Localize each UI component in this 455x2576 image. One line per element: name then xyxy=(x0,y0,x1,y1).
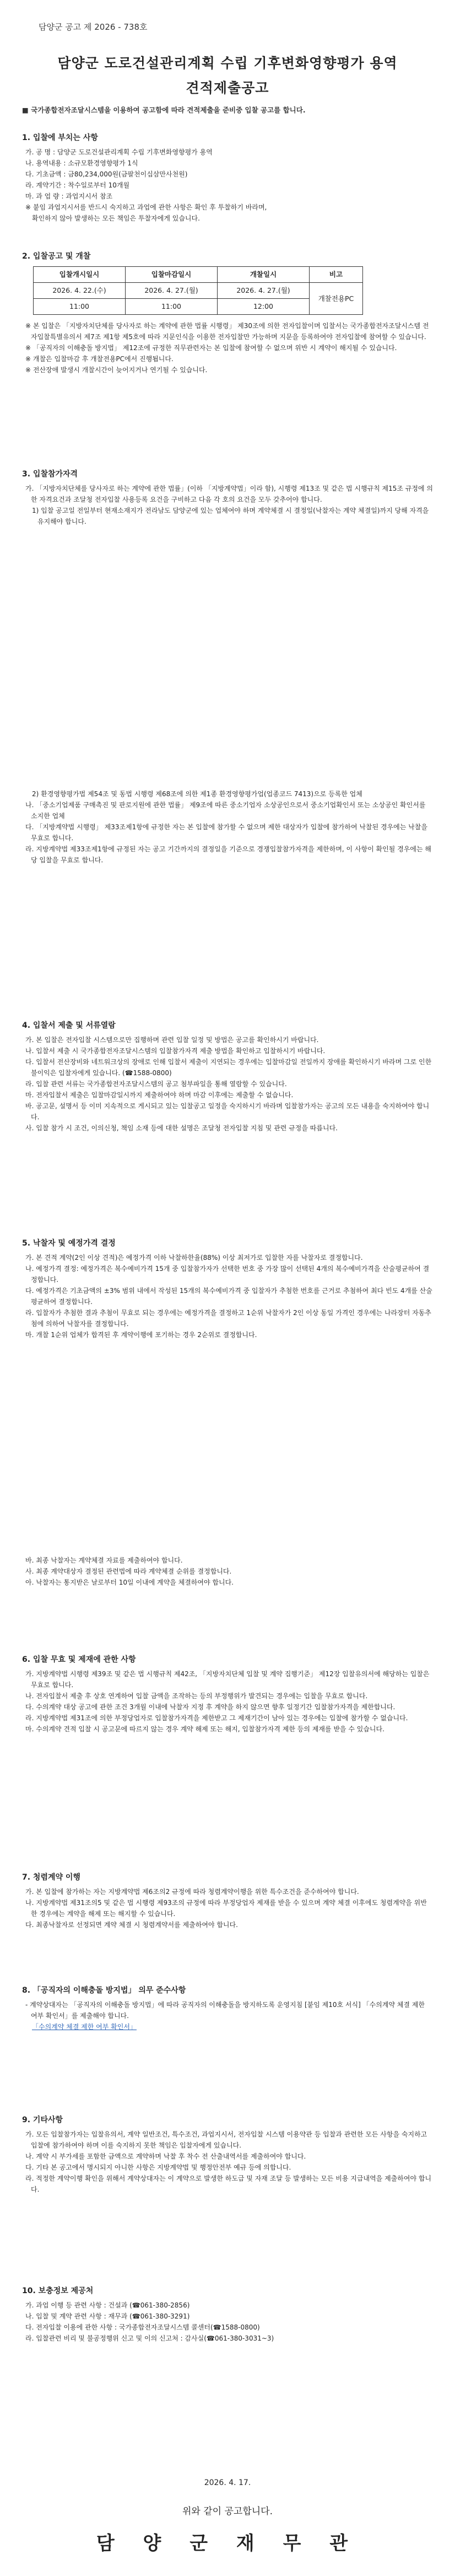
s10-item: 라. 입찰관련 비리 및 불공정행위 신고 및 이의 신고처 : 감사실(☎061-380-3031~3) xyxy=(25,2334,274,2342)
section-8 xyxy=(22,1985,433,2032)
section-10-heading: 10. 보충정보 제공처 xyxy=(22,2287,94,2295)
s4-item: 바. 공고문, 설명서 등 이미 지속적으로 게시되고 있는 입찰공고 일정을 숙지하시기 바라며 입찰참가자는 공고의 모든 내용을 숙지하여야 합니다. xyxy=(25,1102,430,1121)
s1-item: 마. 과 업 량 : 과업지시서 참조 xyxy=(25,192,113,200)
s5-item: 라. 입찰자가 추첨한 결과 추첨이 무효로 되는 경우에는 예정가격을 결정하고 1순위 낙찰자가 2인 이상 동일 가격인 경우에는 나라장터 자동추첨에 의하여 낙찰자를 결정합니다. xyxy=(25,1309,431,1328)
schedule-header: 개찰일시 xyxy=(218,267,310,283)
s5-item: 아. 낙찰자는 통지받은 날로부터 10일 이내에 계약을 체결하여야 합니다. xyxy=(25,1579,234,1586)
section-7-heading: 7. 청렴계약 이행 xyxy=(22,1873,80,1882)
section-3-heading: 3. 입찰참가자격 xyxy=(22,470,78,479)
schedule-header: 비고 xyxy=(310,267,363,283)
s5-item: 나. 예정가격 결정: 예정가격은 복수예비가격 15개 중 입찰참가자가 선택한 번호 중 가장 많이 선택된 4개의 복수예비가격을 산술평균하여 결정합니다. xyxy=(25,1265,430,1284)
s2-note: ※ 본 입찰은 「지방자치단체를 당사자로 하는 계약에 관한 법률 시행령」 제30조에 의한 전자입찰이며 입찰서는 국가종합전자조달시스템 전자입찰특별유의서 제7조 제1항 제5호에 따라 지문인식을 이용한 전자입찰만 가능하며 지문을 등록하여야 전자입찰에 참여할 수 있습니다. xyxy=(25,322,429,341)
s1-item: 나. 용역내용 : 소규모환경영향평가 1식 xyxy=(25,159,138,167)
s3-item: 2) 환경영향평가법 제54조 및 동법 시행령 제68조에 의한 제1종 환경영향평가업(업종코드 7413)으로 등록한 업체 xyxy=(32,790,362,798)
intro-text: ■ 국가종합전자조달시스템을 이용하여 공고함에 따라 견적제출을 준비중 입찰 공고를 합니다. xyxy=(22,106,306,114)
s5-item: 마. 개찰 1순위 업체가 합격된 후 계약이행에 포기하는 경우 2순위로 결정합니다. xyxy=(25,1331,257,1339)
page-subtitle: 견적제출공고 xyxy=(186,80,269,96)
s3-item: 1) 입찰 공고일 전일부터 현재소재지가 전라남도 담양군에 있는 업체여야 하며 계약체결 시 결정일(낙찰자는 계약 체결일)까지 당해 자격을 유지해야 합니다. xyxy=(32,507,429,525)
s6-item: 다. 수의계약 대상 공고에 관한 조건 3개월 이내에 낙찰자 지정 후 계약을 하지 않으면 향후 일정기간 입찰참가자격을 제한합니다. xyxy=(25,1703,396,1711)
section-10 xyxy=(22,2285,433,2344)
s9-item: 라. 적정한 계약이행 확인을 위해서 계약상대자는 이 계약으로 발생한 하도급 및 자재 조달 등 발생하는 모든 비용 지급내역을 제출하여야 합니다. xyxy=(25,2175,432,2193)
s4-item: 사. 입찰 참가 시 조건, 이의신청, 책임 소재 등에 대한 설명은 조달청 전자입찰 지침 및 관련 규정을 따릅니다. xyxy=(25,1124,338,1132)
s2-note: ※ 「공직자의 이해충돌 방지법」 제12조에 규정한 직무관련자는 본 입찰에 참여할 수 없으며 위반 시 계약이 해지될 수 있습니다. xyxy=(25,344,397,352)
section-6-heading: 6. 입찰 무효 및 제재에 관한 사항 xyxy=(22,1655,136,1664)
schedule-time: 11:00 xyxy=(126,299,218,315)
notice-number: 담양군 공고 제 2026 - 738호 xyxy=(39,22,148,32)
section-4 xyxy=(22,1020,433,1134)
section-3-continued xyxy=(22,788,433,866)
s6-item: 나. 전자입찰서 제출 후 상호 연계하여 입찰 금액을 조작하는 등의 부정행위가 발견되는 경우에는 입찰을 무효로 합니다. xyxy=(25,1692,368,1700)
s2-note: ※ 개찰은 입찰마감 후 개찰전용PC에서 진행됩니다. xyxy=(25,355,174,363)
s4-item: 가. 본 입찰은 전자입찰 시스템으로만 집행하며 관련 입찰 일정 및 방법은 공고를 확인하시기 바랍니다. xyxy=(25,1036,319,1044)
s10-item: 나. 입찰 및 계약 관련 사항 : 재무과 (☎061-380-3291) xyxy=(25,2312,190,2320)
s5-item: 다. 예정가격은 기초금액의 ±3% 범위 내에서 작성된 15개의 복수예비가격 중 입찰자가 추첨한 번호를 근거로 추첨하여 최다 빈도 4개를 산술평균하여 결정합니다. xyxy=(25,1287,432,1306)
schedule-note: 개찰전용PC xyxy=(310,283,363,315)
s6-item: 라. 지방계약법 제31조에 의한 부정당업자로 입찰참가자격을 제한받고 그 제재기간이 남아 있는 경우에는 입찰에 참가할 수 없습니다. xyxy=(25,1714,408,1722)
section-5-continued xyxy=(22,1555,433,1588)
s9-item: 다. 기타 본 공고에서 명시되지 아니한 사항은 지방계약법 및 행정안전부 예규 등에 의합니다. xyxy=(25,2164,291,2171)
s3-item: 라. 지방계약법 제33조제1항에 규정된 자는 공고 기간까지의 결정일을 기준으로 경쟁입찰참가자격을 제한하며, 이 사항이 확인될 경우에는 해당 입찰을 무효로 합니다. xyxy=(25,845,431,864)
section-4-heading: 4. 입찰서 제출 및 서류열람 xyxy=(22,1021,116,1030)
s8-item: - 계약상대자는 「공직자의 이해충돌 방지법」에 따라 공직자의 이해충돌을 방지하도록 운영지침 [붙임 제10호 서식] 「수의계약 체결 제한 여부 확인서」를 제출해야 합니다. xyxy=(25,2001,425,2020)
s1-item: ※ 붙임 과업지시서를 반드시 숙지하고 과업에 관한 사항은 확인 후 투찰하기 바라며, xyxy=(25,203,267,211)
section-3 xyxy=(22,469,433,527)
section-2 xyxy=(22,251,433,375)
schedule-header: 입찰개시일시 xyxy=(34,267,126,283)
s4-item: 다. 입찰서 전산장비와 네트워크상의 장애로 인해 입찰서 제출이 지연되는 경우에는 입찰마감일 전일까지 장애를 확인하시기 바라며 그로 인한 불이익은 입찰자에게 있습니다. (☎1588-0800) xyxy=(25,1058,432,1077)
page-title: 담양군 도로건설관리계획 수립 기후변화영향평가 용역 xyxy=(57,55,398,71)
s5-item-text: 가. 본 견적 계약(2인 이상 견적)은 예정가격 이하 낙찰하한율(88%) 이상 최저가로 입찰한 자를 낙찰자로 결정합니다. xyxy=(25,1254,363,1262)
s3-item: 다. 「지방계약법 시행령」 제33조제1항에 규정한 자는 본 입찰에 참가할 수 없으며 제한 대상자가 입찰에 참가하여 낙찰된 경우에는 낙찰을 무효로 합니다. xyxy=(25,823,427,842)
section-7 xyxy=(22,1872,433,1930)
s3-item: 나. 「중소기업제품 구매촉진 및 판로지원에 관한 법률」 제9조에 따른 중소기업자 소상공인으로서 중소기업확인서 또는 소상공인 확인서를 소지한 업체 xyxy=(25,801,426,820)
section-5 xyxy=(22,1238,433,1340)
s1-item: 가. 공 명 : 담양군 도로건설관리계획 수립 기후변화영향평가 용역 xyxy=(25,148,213,156)
s1-item: 다. 기초금액 : 금80,234,000원(금팔천이십삼만사천원) xyxy=(25,170,188,178)
s5-item: 바. 최종 낙찰자는 계약체결 자료를 제출하여야 합니다. xyxy=(25,1557,183,1564)
s6-item: 가. 지방계약법 시행령 제39조 및 같은 법 시행규칙 제42조, 「지방자치단체 입찰 및 계약 집행기준」 제12장 입찰유의서에 해당하는 입찰은 무효로 합니다. xyxy=(25,1670,430,1689)
section-6 xyxy=(22,1654,433,1735)
notice-date: 2026. 4. 17. xyxy=(204,2478,251,2487)
schedule-time: 11:00 xyxy=(34,299,126,315)
section-1 xyxy=(22,132,433,224)
section-9-heading: 9. 기타사항 xyxy=(22,2116,63,2124)
schedule-table xyxy=(33,266,363,315)
s4-item: 마. 전자입찰서 제출은 입찰마감일시까지 제출하여야 하며 마감 이후에는 제출할 수 없습니다. xyxy=(25,1091,294,1099)
s1-item: 라. 계약기간 : 착수일로부터 10개월 xyxy=(25,181,130,189)
section-5-heading: 5. 낙찰자 및 예정가격 결정 xyxy=(22,1239,116,1248)
s10-item: 다. 전자입찰 이용에 관한 사항 : 국가종합전자조달시스템 콜센터(☎1588-0800) xyxy=(25,2323,260,2331)
s5-item: 사. 최종 계약대상자 결정된 관련법에 따라 계약체결 순위를 결정합니다. xyxy=(25,1568,232,1575)
s3-item: 가. 「지방자치단체를 당사자로 하는 계약에 관한 법률」(이하 「지방계약법」이라 함), 시행령 제13조 및 같은 법 시행규칙 제15조 규정에 의한 자격요건과 조달청 전자입찰 사용등록 요건을 구비하고 다음 각 호의 요건을 모두 갖추어야 합니다. xyxy=(25,485,433,503)
schedule-time: 12:00 xyxy=(218,299,310,315)
confirmation-form-link[interactable]: 「수의계약 체결 제한 여부 확인서」 xyxy=(32,2023,137,2031)
s8-link-line xyxy=(22,2021,433,2032)
closing-statement: 위와 같이 공고합니다. xyxy=(182,2506,273,2517)
section-9 xyxy=(22,2115,433,2195)
s7-item: 가. 본 입찰에 참가하는 자는 지방계약법 제6조의2 규정에 따라 청렴계약이행을 위한 특수조건을 준수하여야 합니다. xyxy=(25,1888,359,1896)
s9-item: 가. 모든 입찰참가자는 입찰유의서, 계약 일반조건, 특수조건, 과업지시서, 전자입찰 시스템 이용약관 등 입찰과 관련한 모든 사항을 숙지하고 입찰에 참가하여야 하며 이를 숙지하지 못한 책임은 입찰자에게 있습니다. xyxy=(25,2130,427,2149)
issuer-name: 담 양 군 재 무 관 xyxy=(96,2532,359,2554)
s1-item: 확인하지 않아 발생하는 모든 책임은 투찰자에게 있습니다. xyxy=(32,214,200,222)
section-2-heading: 2. 입찰공고 및 개찰 xyxy=(22,252,91,261)
s4-item: 라. 입찰 관련 서류는 국가종합전자조달시스템의 공고 첨부파일을 통해 열람할 수 있습니다. xyxy=(25,1080,287,1088)
s5-item xyxy=(22,1252,433,1263)
schedule-date: 2026. 4. 27.(월) xyxy=(126,283,218,299)
s6-item: 마. 수의계약 견적 입찰 시 공고문에 따르지 않는 경우 계약 해제 또는 해지, 입찰참가자격 제한 등의 제재를 받을 수 있습니다. xyxy=(25,1725,384,1733)
section-8-heading: 8. 「공직자의 이해충돌 방지법」 의무 준수사항 xyxy=(22,1986,186,1995)
schedule-date: 2026. 4. 27.(월) xyxy=(218,283,310,299)
s2-note: ※ 전산장애 발생시 개찰시간이 늦어지거나 연기될 수 있습니다. xyxy=(25,366,208,374)
s7-item: 나. 지방계약법 제31조의5 및 같은 법 시행령 제93조의 규정에 따라 부정당업자 제재를 받을 수 있으며 계약 체결 이후에도 청렴계약을 위반한 경우에는 계약을 해제 또는 해지할 수 있습니다. xyxy=(25,1899,427,1918)
schedule-date: 2026. 4. 22.(수) xyxy=(34,283,126,299)
schedule-header: 입찰마감일시 xyxy=(126,267,218,283)
s10-item: 가. 과업 이행 등 관련 사항 : 건설과 (☎061-380-2856) xyxy=(25,2301,190,2309)
s4-item: 나. 입찰서 제출 시 국가종합전자조달시스템의 입찰참가자격 제출 방법을 확인하고 입찰하시기 바랍니다. xyxy=(25,1047,326,1055)
s9-item: 나. 계약 시 부가세를 포함한 금액으로 계약하며 낙찰 후 착수 전 산출내역서를 제출하여야 합니다. xyxy=(25,2153,306,2160)
section-1-heading: 1. 입찰에 부치는 사항 xyxy=(22,133,98,142)
s7-item: 다. 최종낙찰자로 선정되면 계약 체결 시 청렴계약서를 제출하여야 합니다. xyxy=(25,1921,238,1929)
